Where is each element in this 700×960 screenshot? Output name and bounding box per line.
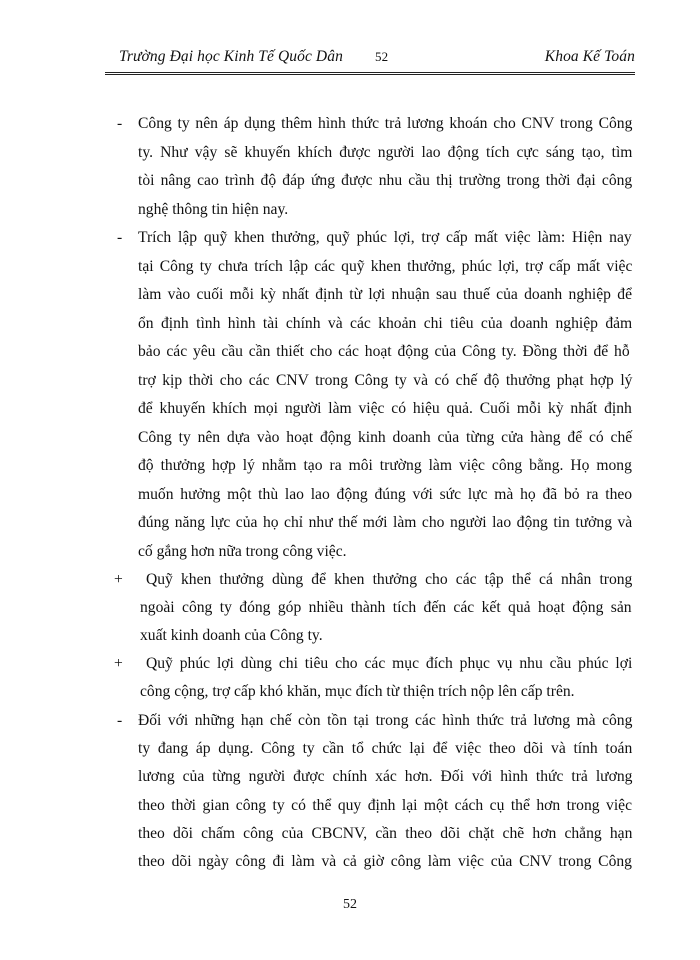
dash-bullet: - <box>117 712 123 729</box>
paragraph-line: tại Công ty chưa trích lập các quỹ khen thưởng, phúc lợi, trợ cấp mất việc <box>138 258 633 275</box>
dash-bullet: - <box>117 229 123 246</box>
paragraph-line: tòi nâng cao trình độ đáp ứng được nhu cầu thị trường trong thời đại công <box>138 172 633 189</box>
paragraph-line: ty. Như vậy sẽ khuyến khích được người lao động tích cực sáng tạo, tìm <box>138 144 633 161</box>
paragraph-line: ổn định tình hình tài chính và các khoản chi tiêu của doanh nghiệp đảm <box>138 315 633 332</box>
paragraph-line: ty đang áp dụng. Công ty cần tổ chức lại để việc theo dõi và tính toán <box>138 740 633 757</box>
paragraph-line: Trích lập quỹ khen thưởng, quỹ phúc lợi, trợ cấp mất việc làm: Hiện nay <box>138 229 632 246</box>
paragraph-line: theo dõi chấm công của CBCNV, cần theo dõi chặt chẽ hơn chẳng hạn <box>138 825 633 842</box>
paragraph-line: để khuyến khích mọi người làm việc có hiệu quả. Cuối mỗi kỳ nhất định <box>138 400 632 417</box>
paragraph-line: nghệ thông tin hiện nay. <box>138 201 289 218</box>
paragraph-line: lương của từng người được chính xác hơn. Đối với hình thức trả lương <box>138 768 633 785</box>
paragraph-line: Quỹ khen thưởng dùng để khen thưởng cho các tập thể cá nhân trong <box>146 571 633 588</box>
paragraph-line: đúng năng lực của họ chỉ như thế mới làm cho người lao động tin tưởng và <box>138 514 633 531</box>
footer-page-number: 52 <box>343 897 357 912</box>
paragraph-line: Đối với những hạn chế còn tồn tại trong các hình thức trả lương mà công <box>138 712 633 729</box>
paragraph-line: trợ kịp thời cho các CNV trong Công ty và có chế độ thưởng phạt hợp lý <box>138 372 633 389</box>
paragraph-line: công cộng, trợ cấp khó khăn, mục đích từ thiện trích nộp lên cấp trên. <box>140 683 575 700</box>
plus-bullet: + <box>114 655 123 672</box>
paragraph-line: bảo các yêu cầu cần thiết cho các hoạt động của Công ty. Đồng thời để hỗ <box>138 343 630 360</box>
header-page-number: 52 <box>375 49 389 64</box>
paragraph-line: cố gắng hơn nữa trong công việc. <box>138 543 347 560</box>
paragraph-line: làm vào cuối mỗi kỳ nhất định từ lợi nhuận sau thuế của doanh nghiệp để <box>138 286 632 303</box>
plus-bullet: + <box>114 571 123 588</box>
header-department: Khoa Kế Toán <box>544 48 635 65</box>
header-university: Trường Đại học Kinh Tế Quốc Dân <box>119 48 343 65</box>
paragraph-line: xuất kinh doanh của Công ty. <box>140 627 323 644</box>
paragraph-line: ngoài công ty đóng góp nhiều thành tích đến các kết quả hoạt động sản <box>140 599 632 616</box>
paragraph-line: Quỹ phúc lợi dùng chi tiêu cho các mục đích phục vụ nhu cầu phúc lợi <box>146 655 633 672</box>
paragraph-line: Công ty nên dựa vào hoạt động kinh doanh của từng cửa hàng để có chế <box>138 429 633 446</box>
dash-bullet: - <box>117 115 123 132</box>
paragraph-line: theo dõi ngày công đi làm và cả giờ công làm việc của CNV trong Công <box>138 853 632 870</box>
paragraph-line: độ thưởng hợp lý nhằm tạo ra môi trường làm việc công bằng. Họ mong <box>138 457 632 474</box>
paragraph-line: Công ty nên áp dụng thêm hình thức trả lương khoán cho CNV trong Công <box>138 115 633 132</box>
paragraph-line: muốn hưởng một thù lao lao động đúng với sức lực mà họ đã bỏ ra theo <box>138 486 633 503</box>
paragraph-line: theo thời gian công ty có thể quy định lại một cách cụ thể hơn trong việc <box>138 797 633 814</box>
